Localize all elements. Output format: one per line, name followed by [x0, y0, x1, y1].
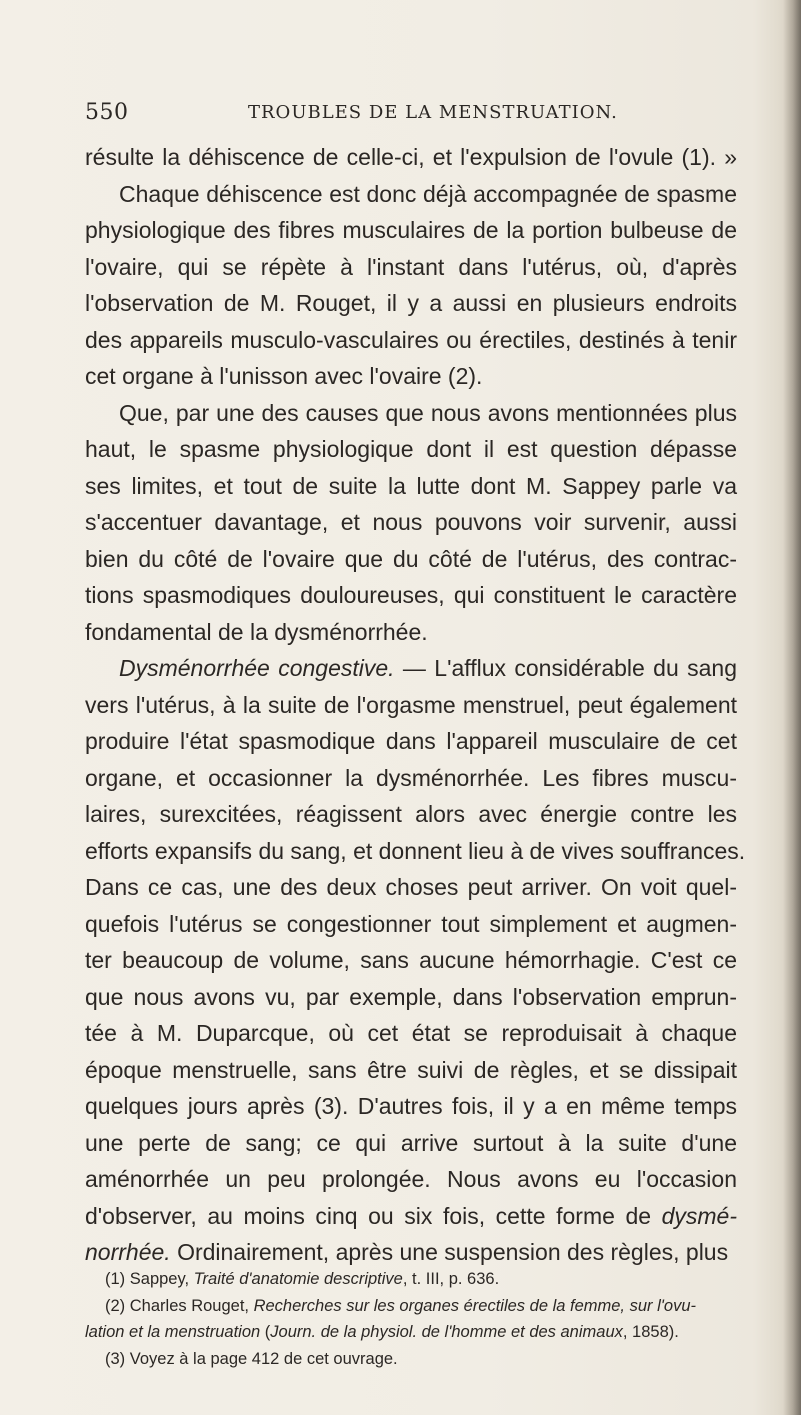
- body-text: [85, 139, 746, 1271]
- footnote-title: lation et la menstruation: [85, 1323, 261, 1341]
- footnote-2-continuation: [85, 1319, 737, 1346]
- text-line: fondamental de la dysménorrhée.: [85, 618, 428, 645]
- text-line: bien du côté de l'ovaire que du côté de l'utérus, des contrac-: [85, 545, 737, 572]
- footnote-number: (3): [105, 1349, 126, 1368]
- page-edge-shadow: [783, 0, 801, 1415]
- text-line: résulte la déhiscence de celle-ci, et l'expulsion de l'ovule (1). »: [85, 144, 737, 170]
- text-line: physiologique des fibres musculaires de la portion bulbeuse de: [85, 217, 737, 243]
- footnote-2: [105, 1293, 737, 1320]
- text-line: laires, surexcitées, réagissent alors avec énergie contre les: [85, 801, 737, 827]
- text-line: s'accentuer davantage, et nous pouvons voir survenir, aussi: [85, 509, 737, 535]
- footnote-number: (2): [105, 1296, 126, 1315]
- text-fragment: d'observer, au moins cinq ou six fois, cette forme de: [85, 1202, 652, 1229]
- text-line: une perte de sang; ce qui arrive surtout à la suite d'une: [85, 1129, 737, 1156]
- text-line: Que, par une des causes que nous avons mentionnées plus: [119, 399, 737, 426]
- text-line: haut, le spasme physiologique dont il est question dépasse: [85, 436, 737, 462]
- text-line: l'ovaire, qui se répète à l'instant dans l'utérus, où, d'après: [85, 253, 737, 280]
- page-number: 550: [85, 100, 129, 125]
- text-line: ses limites, et tout de suite la lutte dont M. Sappey parle va: [85, 472, 737, 499]
- heading-continuation: — L'afflux considérable du sang: [394, 655, 738, 681]
- italic-term: norrhée.: [85, 1239, 171, 1265]
- text-line: des appareils musculo-vasculaires ou érectiles, destinés à tenir: [85, 326, 737, 353]
- text-line: ter beaucoup de volume, sans aucune hémorrhagie. C'est ce: [85, 947, 737, 973]
- text-line: Dans ce cas, une des deux choses peut arriver. On voit quel-: [85, 874, 737, 900]
- text-line: [85, 1198, 737, 1235]
- footnote-author: Sappey,: [129, 1270, 194, 1288]
- section-heading: Dysménorrhée congestive.: [119, 655, 395, 681]
- text-line: efforts expansifs du sang, et donnent lieu à de vives souffrances.: [85, 837, 746, 864]
- footnote-title: Recherches sur les organes érectiles de la femme, sur l'ovu-: [253, 1296, 697, 1315]
- text-line: tée à M. Duparcque, où cet état se reproduisait à chaque: [85, 1020, 737, 1046]
- footnote-number: (1): [105, 1270, 126, 1288]
- footnote-punct: (: [260, 1323, 271, 1341]
- text-line: cet organe à l'unisson avec l'ovaire (2).: [85, 363, 483, 389]
- section-heading-line: [85, 650, 737, 687]
- footnote-text: Voyez à la page 412 de cet ouvrage.: [129, 1349, 398, 1368]
- italic-term: dysmé-: [661, 1202, 737, 1229]
- text-line: quelques jours après (3). D'autres fois, il y a en même temps: [85, 1093, 737, 1119]
- footnote-title: Traité d'anatomie descriptive: [193, 1270, 403, 1288]
- text-line: que nous avons vu, par exemple, dans l'observation emprun-: [85, 983, 737, 1010]
- footnote-1: [105, 1266, 737, 1293]
- text-line: organe, et occasionner la dysménorrhée. Les fibres muscu-: [85, 764, 737, 791]
- text-line: aménorrhée un peu prolongée. Nous avons eu l'occasion: [85, 1166, 737, 1192]
- text-line: l'observation de M. Rouget, il y a aussi en plusieurs endroits: [85, 290, 737, 316]
- page-header: [85, 100, 760, 130]
- text-line: tions spasmodiques douloureuses, qui constituent le caractère: [85, 582, 737, 608]
- text-fragment: Ordinairement, après une suspension des règles, plus: [177, 1239, 729, 1265]
- footnotes: [85, 1266, 737, 1372]
- footnote-citation: , t. III, p. 636.: [402, 1270, 500, 1288]
- footnote-author: Charles Rouget,: [129, 1296, 254, 1315]
- footnote-citation: , 1858).: [622, 1323, 679, 1341]
- text-line: quefois l'utérus se congestionner tout simplement et augmen-: [85, 910, 737, 937]
- footnote-3: [105, 1346, 737, 1373]
- text-line: Chaque déhiscence est donc déjà accompagnée de spasme: [119, 180, 737, 207]
- text-line: produire l'état spasmodique dans l'appareil musculaire de cet: [85, 728, 737, 754]
- text-line: vers l'utérus, à la suite de l'orgasme menstruel, peut également: [85, 691, 737, 718]
- running-title: TROUBLES DE LA MENSTRUATION.: [248, 102, 618, 123]
- text-line: époque menstruelle, sans être suivi de règles, et se dissipait: [85, 1056, 737, 1083]
- footnote-journal: Journ. de la physiol. de l'homme et des animaux: [270, 1323, 623, 1341]
